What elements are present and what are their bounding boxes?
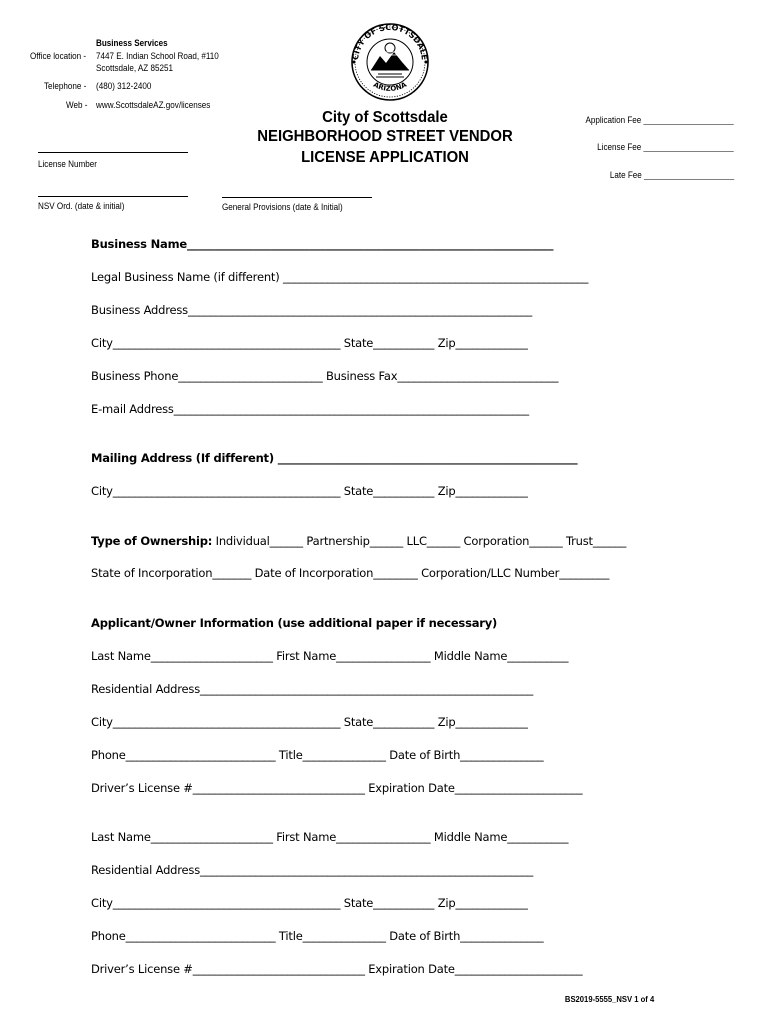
license-fee-field[interactable]: License Fee ____________________	[597, 142, 734, 152]
legal-business-name-field[interactable]: Legal Business Name (if different) _______________________________________________________	[91, 270, 589, 284]
email-field[interactable]: E-mail Address________________________________________________________________	[91, 402, 529, 416]
title-line2: NEIGHBORHOOD STREET VENDOR	[257, 128, 513, 145]
business-phone-fax-field[interactable]: Business Phone__________________________ Business Fax_____________________________	[91, 369, 559, 383]
nsv-ord-label: NSV Ord. (date & initial)	[38, 201, 125, 211]
owner2-phone-title-dob-field[interactable]: Phone___________________________ Title_______________ Date of Birth_______________	[91, 929, 544, 943]
applicant-owner-heading: Applicant/Owner Information (use additional paper if necessary)	[91, 616, 498, 630]
owner2-names-field[interactable]: Last Name______________________ First Name_________________ Middle Name___________	[91, 830, 569, 844]
ownership-type-label: Type of Ownership:	[91, 534, 213, 548]
owner1-residential-address-field[interactable]: Residential Address____________________________________________________________	[91, 682, 533, 696]
mailing-address-field[interactable]: Mailing Address (If different) ______________________________________________________	[91, 451, 578, 465]
business-name-field[interactable]: Business Name__________________________________________________________________	[91, 237, 554, 251]
title-line1: City of Scottsdale	[322, 109, 448, 126]
incorporation-field[interactable]: State of Incorporation_______ Date of Incorporation________ Corporation/LLC Number_________	[91, 566, 610, 580]
owner1-city-state-zip-field[interactable]: City_________________________________________ State___________ Zip_____________	[91, 715, 528, 729]
svg-text:ARIZONA: ARIZONA	[372, 80, 408, 93]
office-location-label: Office location -	[30, 51, 87, 61]
license-number-line[interactable]	[38, 152, 188, 153]
ownership-type-row[interactable]	[91, 534, 626, 548]
license-number-label: License Number	[38, 159, 97, 169]
business-address-field[interactable]: Business Address______________________________________________________________	[91, 303, 533, 317]
general-provisions-label: General Provisions (date & Initial)	[222, 202, 343, 212]
mailing-city-state-zip-field[interactable]: City_________________________________________ State___________ Zip_____________	[91, 484, 528, 498]
owner2-city-state-zip-field[interactable]: City_________________________________________ State___________ Zip_____________	[91, 896, 528, 910]
business-services-heading: Business Services	[96, 38, 168, 48]
web-value: www.ScottsdaleAZ.gov/licenses	[96, 100, 211, 110]
general-provisions-line[interactable]	[222, 197, 372, 198]
form-number-page: BS2019-5555_NSV 1 of 4	[564, 994, 654, 1004]
owner2-residential-address-field[interactable]: Residential Address____________________________________________________________	[91, 863, 533, 877]
web-label: Web -	[66, 100, 88, 110]
office-location-line1: 7447 E. Indian School Road, #110	[96, 51, 219, 61]
owner1-phone-title-dob-field[interactable]: Phone___________________________ Title_______________ Date of Birth_______________	[91, 748, 544, 762]
late-fee-field[interactable]: Late Fee ____________________	[609, 170, 734, 180]
owner2-drivers-license-field[interactable]: Driver’s License #_______________________________ Expiration Date_______________________	[91, 962, 583, 976]
ownership-type-options[interactable]: Individual______ Partnership______ LLC______ Corporation______ Trust______	[212, 534, 627, 548]
title-line3: LICENSE APPLICATION	[301, 149, 469, 166]
telephone-label: Telephone -	[44, 81, 87, 91]
owner1-names-field[interactable]: Last Name______________________ First Name_________________ Middle Name___________	[91, 649, 569, 663]
city-seal-logo	[344, 22, 436, 102]
telephone-value: (480) 312-2400	[96, 81, 152, 91]
application-fee-field[interactable]: Application Fee ____________________	[585, 115, 734, 125]
business-city-state-zip-field[interactable]: City_________________________________________ State___________ Zip_____________	[91, 336, 528, 350]
office-location-line2: Scottsdale, AZ 85251	[96, 63, 174, 73]
svg-text:CITY OF SCOTTSDALE: CITY OF SCOTTSDALE	[350, 22, 429, 61]
nsv-ord-line[interactable]	[38, 196, 188, 197]
owner1-drivers-license-field[interactable]: Driver’s License #_______________________________ Expiration Date_______________________	[91, 781, 583, 795]
